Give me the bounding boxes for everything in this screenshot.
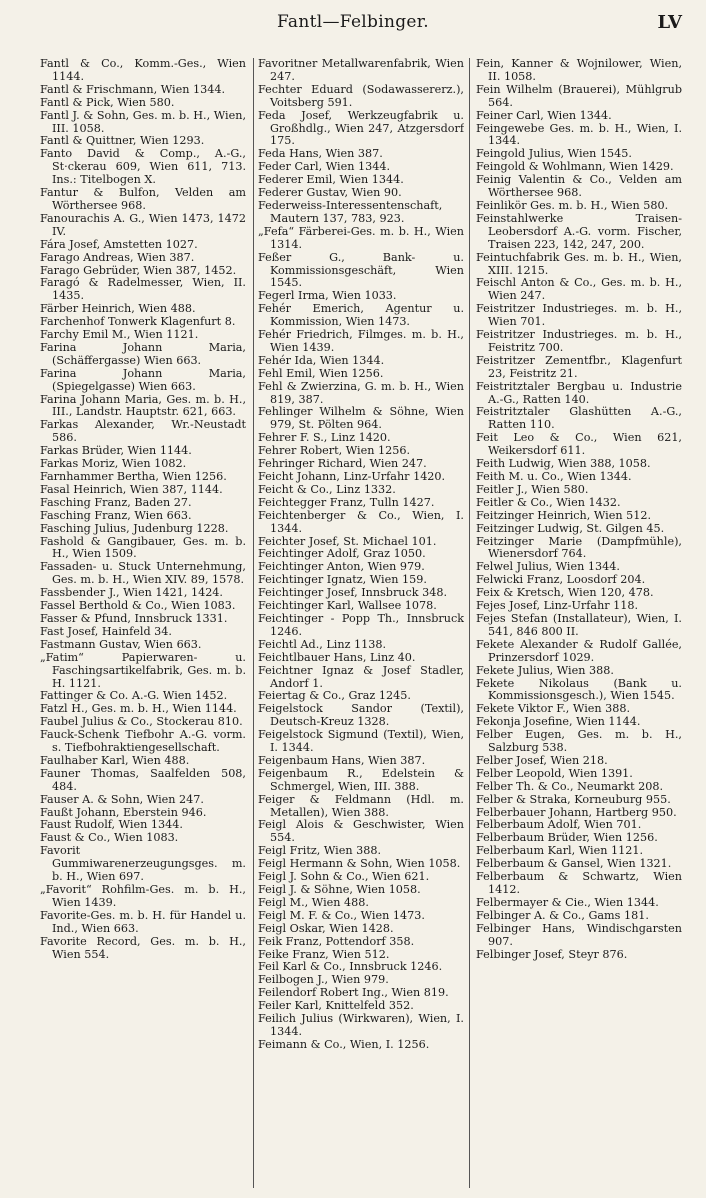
list-item: Felwel Julius, Wien 1344. xyxy=(476,560,620,574)
list-item: Feigl M. F. & Co., Wien 1473. xyxy=(258,908,425,922)
list-item: Fehrer F. S., Linz 1420. xyxy=(258,431,391,445)
list-item: Fastmann Gustav, Wien 663. xyxy=(40,637,202,651)
list-item: Feistritzer Zementfbr., Klagenfurt 23, Feistritz 21. xyxy=(476,353,682,380)
list-item: „Fefa“ Färberei-Ges. m. b. H., Wien 1314. xyxy=(258,224,464,251)
list-item: Feitler J., Wien 580. xyxy=(476,482,589,496)
list-item: Feigl J. & Söhne, Wien 1058. xyxy=(258,883,421,896)
list-item: Feichtinger - Popp Th., Innsbruck 1246. xyxy=(258,611,464,638)
list-item: Feda Josef, Werkzeugfabrik u. Großhdlg., Wien 247, Atzgersdorf 175. xyxy=(258,108,464,148)
list-item: Farkas Alexander, Wr.-Neustadt 586. xyxy=(40,418,246,445)
list-item: Farnhammer Bertha, Wien 1256. xyxy=(40,470,227,483)
list-item: Feinstahlwerke Traisen-Leobersdorf A.-G. vorm. Fischer, Traisen 223, 142, 247, 200. xyxy=(476,211,682,251)
column-middle xyxy=(258,58,464,1190)
list-item: Feilich Julius (Wirkwaren), Wien, I. 1344. xyxy=(258,1012,464,1038)
list-item: Felber Leopold, Wien 1391. xyxy=(476,766,633,780)
list-item: Fantur & Bulfon, Velden am Wörthersee 968. xyxy=(40,186,246,212)
list-item: Felberbaum & Gansel, Wien 1321. xyxy=(476,857,672,871)
list-item: Farkas Moriz, Wien 1082. xyxy=(40,457,187,471)
list-item: Fehlinger Wilhelm & Söhne, Wien 979, St. Pölten 964. xyxy=(258,405,464,432)
column-right xyxy=(476,58,682,1190)
list-item: Felberbaum Adolf, Wien 701. xyxy=(476,818,642,832)
list-item: Favorite-Ges. m. b. H. für Handel u. Ind., Wien 663. xyxy=(40,908,246,935)
list-item: Fantl & Co., Komm.-Ges., Wien 1144. xyxy=(40,58,246,83)
list-item: Fasal Heinrich, Wien 387, 1144. xyxy=(40,482,223,496)
list-item: Fekonja Josefine, Wien 1144. xyxy=(476,715,641,729)
list-item: Fejes Stefan (Installateur), Wien, I. 541, 846 800 II. xyxy=(476,611,682,638)
list-item: Feistritzer Industrieges. m. b. H., Feistritz 700. xyxy=(476,328,682,354)
list-item: Feigenbaum R., Edelstein & Schmergel, Wien, III. 388. xyxy=(258,766,464,793)
list-item: Fantl J. & Sohn, Ges. m. b. H., Wien, III. 1058. xyxy=(40,108,246,135)
list-item: Fatzl H., Ges. m. b. H., Wien 1144. xyxy=(40,702,237,716)
list-item: Fekete Alexander & Rudolf Gallée, Prinzersdorf 1029. xyxy=(476,637,682,664)
list-item: Feike Franz, Wien 512. xyxy=(258,947,390,961)
list-item: Feil Karl & Co., Innsbruck 1246. xyxy=(258,960,443,974)
list-item: Feitzinger Heinrich, Wien 512. xyxy=(476,508,652,522)
list-item: Feichtlbauer Hans, Linz 40. xyxy=(258,650,416,664)
list-item: Fekete Viktor F., Wien 388. xyxy=(476,702,631,716)
list-item: Feigl Oskar, Wien 1428. xyxy=(258,921,394,935)
list-item: Favoritner Metallwarenfabrik, Wien 247. xyxy=(258,58,464,83)
list-item: Feilbogen J., Wien 979. xyxy=(258,973,389,987)
list-item: Feichtner Ignaz & Josef Stadler, Andorf 1. xyxy=(258,663,464,690)
list-item: Felber Th. & Co., Neumarkt 208. xyxy=(476,779,664,793)
list-item: Fanto David & Comp., A.-G., St·ckerau 609, Wien 611, 713. Ins.: Titelbogen X. xyxy=(40,147,246,187)
list-item: Fasching Julius, Judenburg 1228. xyxy=(40,521,229,535)
list-item: Feder Carl, Wien 1344. xyxy=(258,160,391,174)
list-item: Fasser & Pfund, Innsbruck 1331. xyxy=(40,611,228,625)
list-item: Feitler & Co., Wien 1432. xyxy=(476,495,621,509)
list-item: Feit Leo & Co., Wien 621, Weikersdorf 611. xyxy=(476,431,682,458)
list-item: Feix & Kretsch, Wien 120, 478. xyxy=(476,586,654,600)
list-item: „Fatim“ Papierwaren- u. Faschingsartikelfabrik, Ges. m. b. H. 1121. xyxy=(40,650,246,690)
list-item: Federer Emil, Wien 1344. xyxy=(258,173,404,187)
list-item: Fehér Friedrich, Filmges. m. b. H., Wien 1439. xyxy=(258,328,464,354)
page-header xyxy=(0,10,706,40)
list-item: Fejes Josef, Linz-Urfahr 118. xyxy=(476,599,639,613)
list-item: Felberbaum Karl, Wien 1121. xyxy=(476,844,644,858)
list-item: Farago Gebrüder, Wien 387, 1452. xyxy=(40,263,237,277)
list-item: Faust & Co., Wien 1083. xyxy=(40,831,179,845)
list-item: Fasching Franz, Baden 27. xyxy=(40,495,192,509)
list-item: Felbermayer & Cie., Wien 1344. xyxy=(476,895,659,909)
list-item: Feichtenberger & Co., Wien, I. 1344. xyxy=(258,508,464,535)
list-item: Faragó & Radelmesser, Wien, II. 1435. xyxy=(40,276,246,303)
list-item: Feigelstock Sandor (Textil), Deutsch-Kreuz 1328. xyxy=(258,702,464,729)
list-item: Fehrer Robert, Wien 1256. xyxy=(258,444,411,458)
list-item: Feistritzer Industrieges. m. b. H., Wien 701. xyxy=(476,302,682,329)
list-item: Federweiss-Interessentenschaft, Mautern 137, 783, 923. xyxy=(258,198,443,225)
list-item: Felwicki Franz, Loosdorf 204. xyxy=(476,573,646,587)
list-item: Feigl J. Sohn & Co., Wien 621. xyxy=(258,870,430,884)
list-item: Felberbauer Johann, Hartberg 950. xyxy=(476,805,677,819)
list-item: Feßer G., Bank- u. Kommissionsgeschäft, Wien 1545. xyxy=(258,250,464,290)
list-item: Faubel Julius & Co., Stockerau 810. xyxy=(40,715,243,729)
list-item: „Favorit“ Rohfilm-Ges. m. b. H., Wien 1439. xyxy=(40,883,246,909)
list-item: Fehl Emil, Wien 1256. xyxy=(258,366,384,380)
list-item: Feinlikör Ges. m. b. H., Wien 580. xyxy=(476,198,669,212)
list-item: Feicht Johann, Linz-Urfahr 1420. xyxy=(258,470,446,483)
list-item: Feingold & Wohlmann, Wien 1429. xyxy=(476,160,674,174)
list-item: Fantl & Quittner, Wien 1293. xyxy=(40,134,205,148)
list-item: Felberbaum Brüder, Wien 1256. xyxy=(476,831,658,845)
list-item: Feichtegger Franz, Tulln 1427. xyxy=(258,495,435,509)
list-item: Feigl Alois & Geschwister, Wien 554. xyxy=(258,818,464,845)
list-item: Fekete Nikolaus (Bank u. Kommissionsgesch.), Wien 1545. xyxy=(476,676,682,703)
list-item: Felber Eugen, Ges. m. b. H., Salzburg 538. xyxy=(476,728,682,755)
list-item: Färber Heinrich, Wien 488. xyxy=(40,302,196,316)
directory-columns xyxy=(40,58,680,1190)
list-item: Feiner Carl, Wien 1344. xyxy=(476,108,612,122)
list-item: Farina Johann Maria, (Spiegelgasse) Wien 663. xyxy=(40,366,246,393)
list-item: Feith Ludwig, Wien 388, 1058. xyxy=(476,457,651,471)
list-item: Feingold Julius, Wien 1545. xyxy=(476,147,632,161)
list-item: Fein Wilhelm (Brauerei), Mühlgrub 564. xyxy=(476,82,682,109)
list-item: Feichtinger Karl, Wallsee 1078. xyxy=(258,599,437,613)
list-item: Feichtinger Josef, Innsbruck 348. xyxy=(258,586,448,600)
list-item: Fehér Emerich, Agentur u. Kommission, Wien 1473. xyxy=(258,302,464,329)
list-item: Fein, Kanner & Wojnilower, Wien, II. 1058. xyxy=(476,58,682,83)
list-item: Fechter Eduard (Sodawassererz.), Voitsberg 591. xyxy=(258,82,464,109)
list-item: Felbinger A. & Co., Gams 181. xyxy=(476,908,649,922)
list-item: Feigelstock Sigmund (Textil), Wien, I. 1344. xyxy=(258,728,464,755)
list-item: Feitzinger Marie (Dampfmühle), Wienersdorf 764. xyxy=(476,534,682,561)
list-item: Feistritztaler Glashütten A.-G., Ratten 110. xyxy=(476,405,682,432)
list-item: Fast Josef, Hainfeld 34. xyxy=(40,624,172,638)
list-item: Faußt Johann, Eberstein 946. xyxy=(40,805,207,819)
list-item: Fauner Thomas, Saalfelden 508, 484. xyxy=(40,766,246,793)
list-item: Fekete Julius, Wien 388. xyxy=(476,663,614,677)
list-item: Felbinger Josef, Steyr 876. xyxy=(476,947,628,961)
list-item: Faust Rudolf, Wien 1344. xyxy=(40,818,183,832)
list-item: Fassaden- u. Stuck Unternehmung, Ges. m. b. H., Wien XIV. 89, 1578. xyxy=(40,560,246,587)
list-item: Feinig Valentin & Co., Velden am Wörthersee 968. xyxy=(476,173,682,200)
list-item: Feik Franz, Pottendorf 358. xyxy=(258,934,415,948)
list-item: Feimann & Co., Wien, I. 1256. xyxy=(258,1037,430,1051)
list-item: Feichter Josef, St. Michael 101. xyxy=(258,534,437,548)
list-item: Felber Josef, Wien 218. xyxy=(476,753,608,767)
list-item: Fattinger & Co. A.-G. Wien 1452. xyxy=(40,689,228,703)
list-item: Feistritztaler Bergbau u. Industrie A.-G., Ratten 140. xyxy=(476,379,682,406)
list-item: Feichtl Ad., Linz 1138. xyxy=(258,637,387,651)
list-item: Fauser A. & Sohn, Wien 247. xyxy=(40,792,204,806)
list-item: Feiger & Feldmann (Hdl. m. Metallen), Wien 388. xyxy=(258,792,464,819)
list-item: Felbinger Hans, Windischgarsten 907. xyxy=(476,921,682,948)
list-item: Fehringer Richard, Wien 247. xyxy=(258,457,427,471)
list-item: Fauck-Schenk Tiefbohr A.-G. vorm. s. Tiefbohraktiengesellschaft. xyxy=(40,728,246,755)
list-item: Feigl M., Wien 488. xyxy=(258,895,369,909)
list-item: Feicht & Co., Linz 1332. xyxy=(258,482,396,496)
list-item: Feintuchfabrik Ges. m. b. H., Wien, XIII. 1215. xyxy=(476,250,682,277)
page-title: Fantl—Felbinger. xyxy=(276,12,430,32)
list-item: Feichtinger Ignatz, Wien 159. xyxy=(258,573,427,587)
list-item: Feiler Karl, Knittelfeld 352. xyxy=(258,999,414,1013)
list-item: Fára Josef, Amstetten 1027. xyxy=(40,237,198,251)
list-item: Fantl & Frischmann, Wien 1344. xyxy=(40,82,226,96)
list-item: Fehér Ida, Wien 1344. xyxy=(258,353,385,367)
list-item: Fanourachis A. G., Wien 1473, 1472 IV. xyxy=(40,211,246,238)
list-item: Felberbaum & Schwartz, Wien 1412. xyxy=(476,870,682,896)
list-item: Feigl Hermann & Sohn, Wien 1058. xyxy=(258,857,461,871)
list-item: Fasching Franz, Wien 663. xyxy=(40,508,192,522)
list-item: Feda Hans, Wien 387. xyxy=(258,147,383,161)
list-item: Feingewebe Ges. m. b. H., Wien, I. 1344. xyxy=(476,121,682,148)
list-item: Farkas Brüder, Wien 1144. xyxy=(40,444,192,458)
list-item: Felber & Straka, Korneuburg 955. xyxy=(476,792,671,806)
list-item: Fashold & Gangibauer, Ges. m. b. H., Wien 1509. xyxy=(40,534,246,561)
list-item: Feilendorf Robert Ing., Wien 819. xyxy=(258,986,449,1000)
list-item: Feith M. u. Co., Wien 1344. xyxy=(476,470,632,483)
list-item: Fantl & Pick, Wien 580. xyxy=(40,95,175,109)
list-item: Farchenhof Tonwerk Klagenfurt 8. xyxy=(40,315,236,329)
list-item: Faulhaber Karl, Wien 488. xyxy=(40,753,190,767)
list-item: Farina Johann Maria, Ges. m. b. H., III., Landstr. Hauptstr. 621, 663. xyxy=(40,392,246,419)
list-item: Feigenbaum Hans, Wien 387. xyxy=(258,753,426,767)
list-item: Feigl Fritz, Wien 388. xyxy=(258,844,382,858)
list-item: Farina Johann Maria, (Schäffergasse) Wien 663. xyxy=(40,340,246,367)
column-left xyxy=(40,58,246,1190)
list-item: Feichtinger Adolf, Graz 1050. xyxy=(258,547,426,561)
list-item: Feischl Anton & Co., Ges. m. b. H., Wien 247. xyxy=(476,276,682,303)
list-item: Farchy Emil M., Wien 1121. xyxy=(40,328,199,342)
list-item: Favorite Record, Ges. m. b. H., Wien 554. xyxy=(40,934,246,961)
list-item: Fassel Berthold & Co., Wien 1083. xyxy=(40,599,236,613)
list-item: Fassbender J., Wien 1421, 1424. xyxy=(40,586,223,600)
list-item: Federer Gustav, Wien 90. xyxy=(258,186,402,200)
list-item: Fehl & Zwierzina, G. m. b. H., Wien 819, 387. xyxy=(258,379,464,406)
list-item: Favorit Gummiwarenerzeugungsges. m. b. H., Wien 697. xyxy=(40,844,246,884)
list-item: Feichtinger Anton, Wien 979. xyxy=(258,560,425,574)
list-item: Fegerl Irma, Wien 1033. xyxy=(258,289,397,303)
list-item: Feiertag & Co., Graz 1245. xyxy=(258,689,411,703)
list-item: Feitzinger Ludwig, St. Gilgen 45. xyxy=(476,521,665,535)
list-item: Farago Andreas, Wien 387. xyxy=(40,250,195,264)
page-number: LV xyxy=(657,12,682,33)
